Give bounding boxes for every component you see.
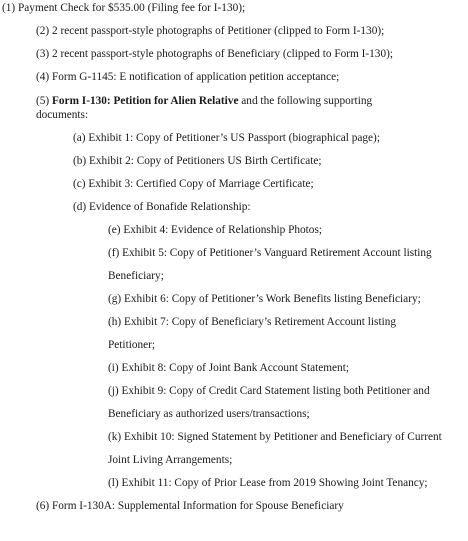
list-item-5-prefix: (5) <box>36 95 52 107</box>
sub-item-i: (i) Exhibit 8: Copy of Joint Bank Account Statement; <box>108 362 349 374</box>
sub-item-e: (e) Exhibit 4: Evidence of Relationship Photos; <box>108 224 322 236</box>
list-item-1: (1) Payment Check for $535.00 (Filing fee for I-130); <box>2 2 246 14</box>
sub-item-f: (f) Exhibit 5: Copy of Petitioner’s Vanguard Retirement Account listing <box>108 247 432 259</box>
list-item-5-suffix: and the following supporting <box>238 95 373 107</box>
sub-item-h: (h) Exhibit 7: Copy of Beneficiary’s Retirement Account listing <box>108 316 397 328</box>
list-item-5-continuation: documents: <box>36 109 89 121</box>
list-item-2: (2) 2 recent passport-style photographs of Petitioner (clipped to Form I-130); <box>36 25 385 37</box>
sub-item-j-continuation: Beneficiary as authorized users/transactions; <box>108 408 310 420</box>
list-item-5 <box>36 94 372 108</box>
sub-item-a: (a) Exhibit 1: Copy of Petitioner’s US Passport (biographical page); <box>73 132 380 144</box>
sub-item-k: (k) Exhibit 10: Signed Statement by Petitioner and Beneficiary of Current <box>108 431 442 443</box>
sub-item-d: (d) Evidence of Bonafide Relationship: <box>73 201 251 213</box>
sub-item-h-continuation: Petitioner; <box>108 339 156 351</box>
sub-item-g: (g) Exhibit 6: Copy of Petitioner’s Work Benefits listing Beneficiary; <box>108 293 421 305</box>
list-item-4: (4) Form G-1145: E notification of application petition acceptance; <box>36 71 340 83</box>
form-i130-title: Form I-130: Petition for Alien Relative <box>52 95 239 107</box>
list-item-3: (3) 2 recent passport-style photographs of Beneficiary (clipped to Form I-130); <box>36 48 394 60</box>
sub-item-l: (l) Exhibit 11: Copy of Prior Lease from 2019 Showing Joint Tenancy; <box>108 477 428 489</box>
sub-item-j: (j) Exhibit 9: Copy of Credit Card Statement listing both Petitioner and <box>108 385 430 397</box>
sub-item-f-continuation: Beneficiary; <box>108 270 164 282</box>
sub-item-c: (c) Exhibit 3: Certified Copy of Marriage Certificate; <box>73 178 314 190</box>
sub-item-b: (b) Exhibit 2: Copy of Petitioners US Birth Certificate; <box>73 155 322 167</box>
sub-item-k-continuation: Joint Living Arrangements; <box>108 454 233 466</box>
list-item-6: (6) Form I-130A: Supplemental Information for Spouse Beneficiary <box>36 500 344 512</box>
